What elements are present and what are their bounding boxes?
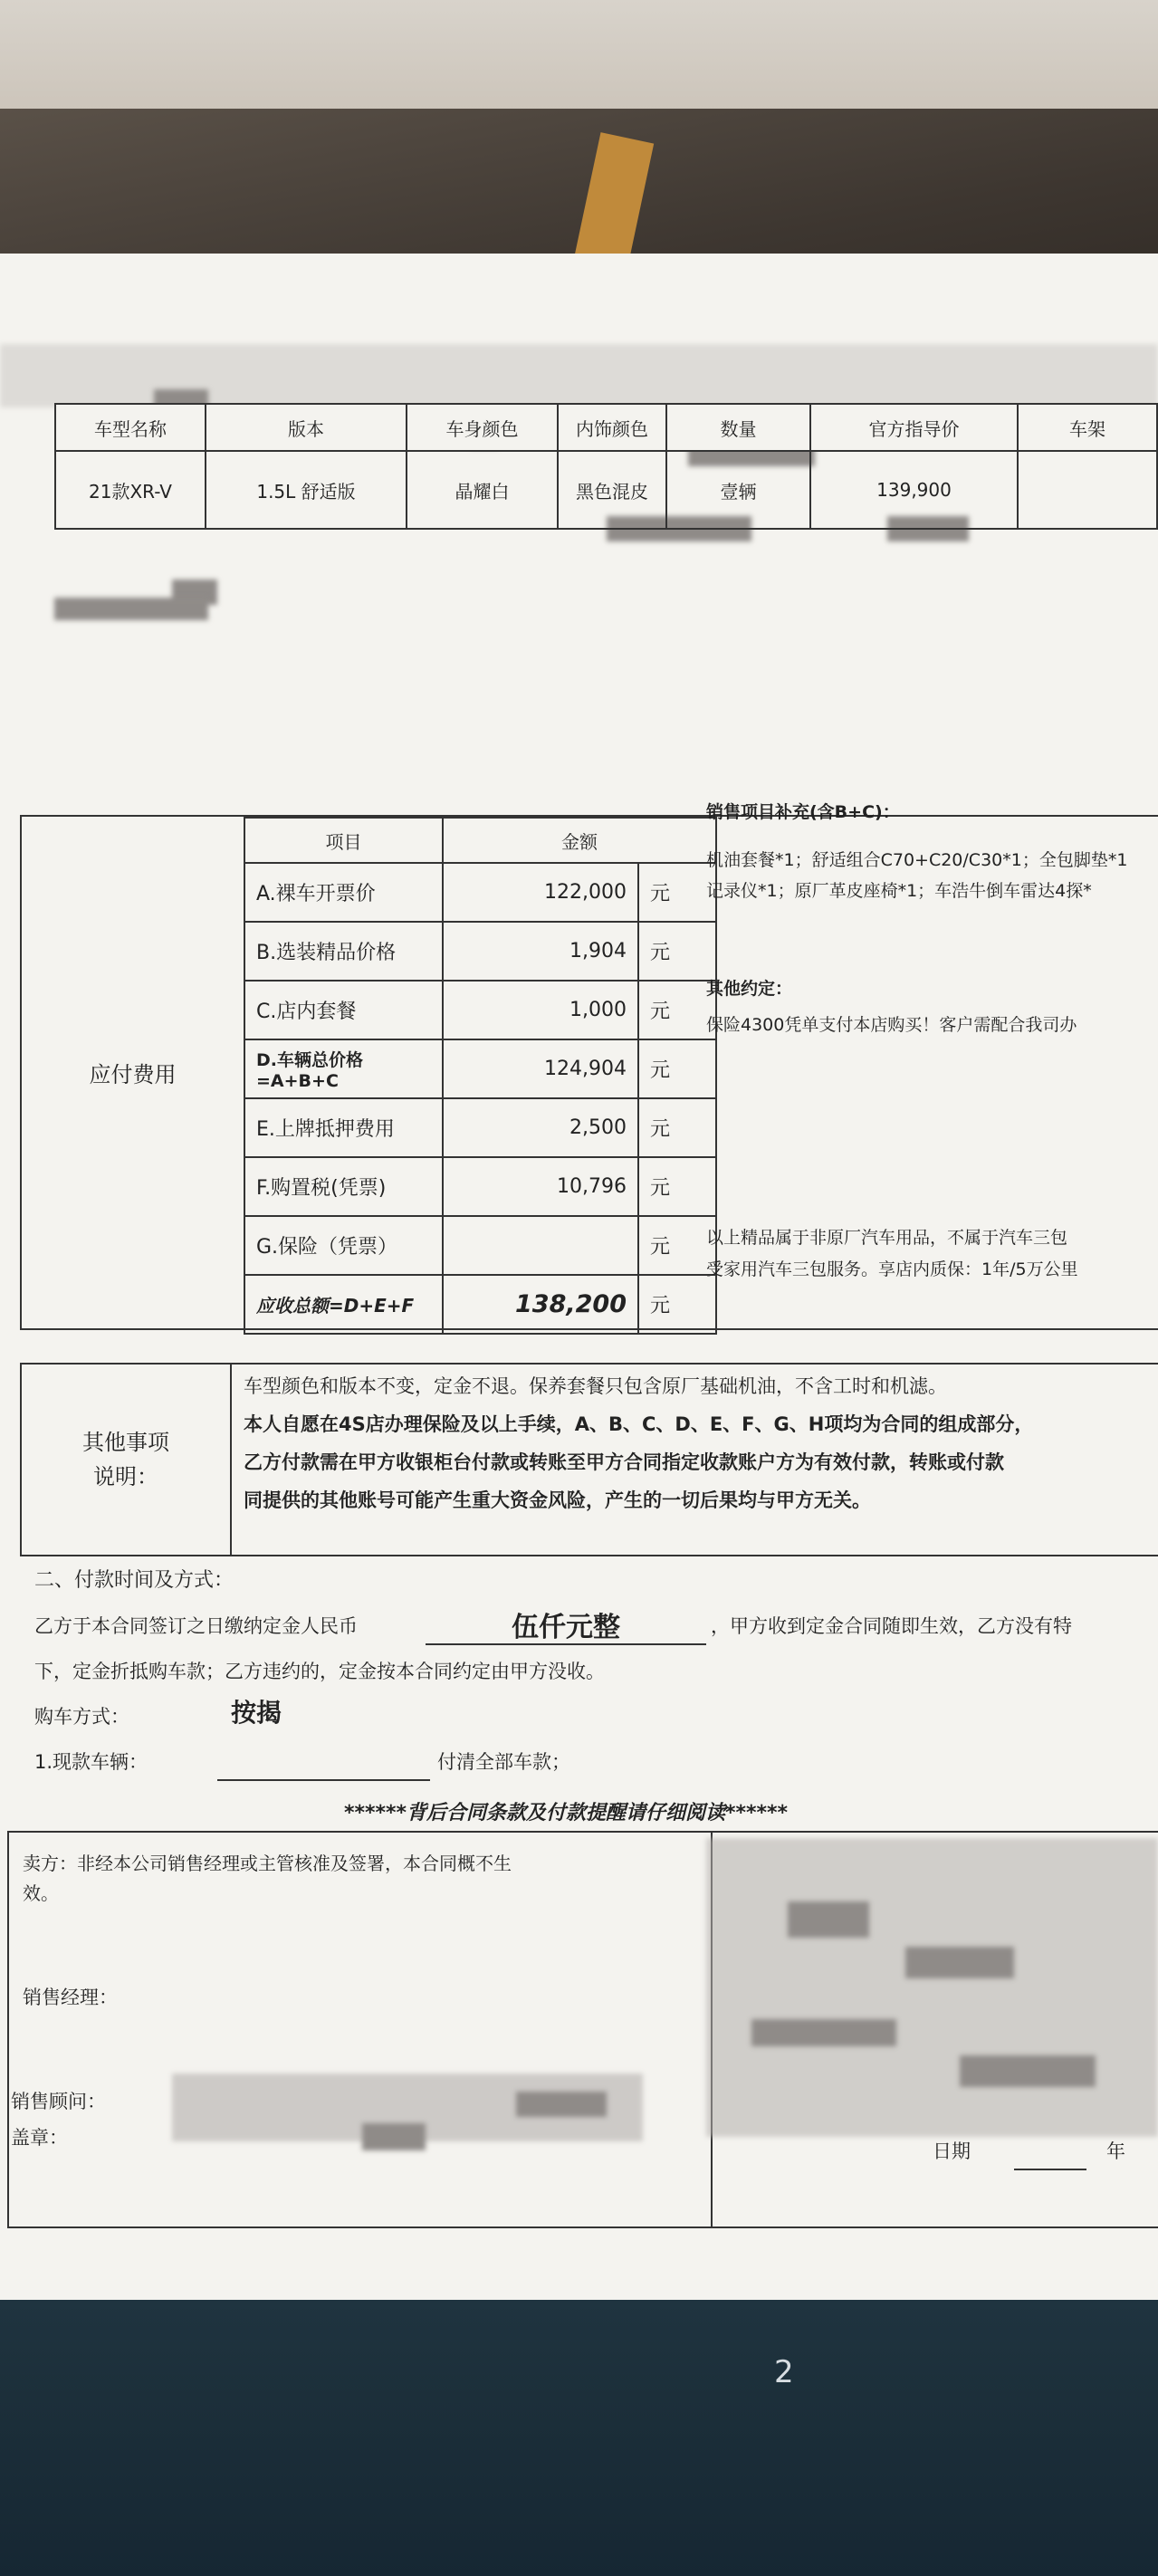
fee-section-label: 应付费用 [22, 817, 245, 1328]
cell-vin [1018, 451, 1157, 529]
payment-line2: 下，定金折抵购车款；乙方违约的，定金按本合同约定由甲方没收。 [34, 1661, 605, 1682]
col-quantity: 数量 [666, 404, 810, 451]
cash-underline [217, 1779, 430, 1781]
fee-item: B.选装精品价格 [244, 922, 443, 981]
fee-header-item: 项目 [244, 818, 443, 863]
fee-table [244, 817, 717, 1335]
redacted-block [960, 2055, 1096, 2087]
purchase-method-value: 按揭 [231, 1698, 282, 1728]
fee-amount-grand-total: 138,200 [443, 1275, 638, 1334]
warranty-line1: 以上精品属于非原厂汽车用品，不属于汽车三包 [706, 1228, 1068, 1248]
fee-amount: 2,500 [443, 1098, 638, 1157]
col-model: 车型名称 [55, 404, 206, 451]
fee-unit: 元 [638, 1275, 716, 1334]
redacted-block [362, 2123, 426, 2150]
fee-item-grand-total: 应收总额=D+E+F [244, 1275, 443, 1334]
sales-items-title: 销售项目补充(含B+C)： [706, 802, 900, 822]
col-msrp: 官方指导价 [810, 404, 1018, 451]
fee-item: C.店内套餐 [244, 981, 443, 1039]
col-body-color: 车身颜色 [407, 404, 558, 451]
fee-item: G.保险（凭票） [244, 1216, 443, 1275]
fee-unit: 元 [638, 1098, 716, 1157]
payment-heading: 二、付款时间及方式： [34, 1569, 234, 1592]
col-version: 版本 [206, 404, 407, 451]
fee-unit: 元 [638, 1039, 716, 1098]
date-label: 日期 [933, 2140, 971, 2162]
fee-amount: 1,000 [443, 981, 638, 1039]
cell-version: 1.5L 舒适版 [206, 451, 407, 529]
other-agreement-title: 其他约定： [706, 979, 793, 999]
redacted-block [905, 1947, 1014, 1978]
payment-line1-post: ，甲方收到定金合同随即生效，乙方没有特 [711, 1615, 1072, 1637]
deposit-amount: 伍仟元整 [512, 1612, 620, 1643]
notes-label [22, 1365, 232, 1555]
page-mark: 2 [774, 2354, 794, 2390]
notes-label-line1: 其他事项 [82, 1430, 169, 1455]
fee-header-amount: 金额 [443, 818, 716, 863]
payment-line1-pre: 乙方于本合同签订之日缴纳定金人民币 [34, 1615, 358, 1637]
fee-item-total-vehicle: D.车辆总价格=A+B+C [244, 1039, 443, 1098]
notes-line2: 本人自愿在4S店办理保险及以上手续，A、B、C、D、E、F、G、H项均为合同的组成部分， [244, 1413, 1034, 1435]
stamp-label: 盖章： [11, 2127, 68, 2149]
other-agreement-line: 保险4300凭单支付本店购买！客户需配合我司办 [706, 1015, 1077, 1035]
cell-body-color: 晶耀白 [407, 451, 558, 529]
redacted-block [788, 1901, 869, 1938]
fee-amount: 10,796 [443, 1157, 638, 1216]
fee-unit: 元 [638, 981, 716, 1039]
fee-amount [443, 1216, 638, 1275]
redacted-buyer-info [706, 1838, 1158, 2137]
fee-amount: 122,000 [443, 863, 638, 922]
seller-note-line1: 卖方：非经本公司销售经理或主管核准及签署，本合同概不生 [23, 1853, 512, 1874]
seller-note-line2: 效。 [23, 1882, 59, 1904]
notes-label-line2: 说明： [93, 1464, 158, 1489]
cell-model: 21款XR-V [55, 451, 206, 529]
fee-unit: 元 [638, 863, 716, 922]
notes-line1: 车型颜色和版本不变，定金不退。保养套餐只包含原厂基础机油，不含工时和机滤。 [244, 1375, 947, 1397]
col-vin: 车架 [1018, 404, 1157, 451]
sales-items-line2: 记录仪*1；原厂革皮座椅*1；车浩牛倒车雷达4探* [706, 881, 1092, 901]
cash-vehicle-post: 付清全部车款； [437, 1751, 570, 1773]
notes-line3: 乙方付款需在甲方收银柜台付款或转账至甲方合同指定收款账户方为有效付款，转账或付款 [244, 1451, 1004, 1473]
purchase-method-label: 购车方式： [34, 1706, 129, 1728]
contract-notice: ******背后合同条款及付款提醒请仔细阅读****** [344, 1802, 789, 1824]
fee-item: A.裸车开票价 [244, 863, 443, 922]
sales-items-line1: 机油套餐*1；舒适组合C70+C20/C30*1；全包脚垫*1 [706, 850, 1128, 870]
fee-item: F.购置税(凭票) [244, 1157, 443, 1216]
fee-amount: 1,904 [443, 922, 638, 981]
fee-item: E.上牌抵押费用 [244, 1098, 443, 1157]
fee-unit: 元 [638, 1157, 716, 1216]
notes-line4: 同提供的其他账号可能产生重大资金风险，产生的一切后果均与甲方无关。 [244, 1489, 871, 1511]
fee-amount: 124,904 [443, 1039, 638, 1098]
cell-interior-color: 黑色混皮 [558, 451, 666, 529]
fee-unit: 元 [638, 922, 716, 981]
vehicle-table [54, 403, 1158, 530]
sales-consultant-label: 销售顾问： [11, 2091, 106, 2112]
date-underline [1014, 2169, 1086, 2170]
cash-vehicle-label: 1.现款车辆： [34, 1751, 148, 1773]
sales-manager-label: 销售经理： [23, 1987, 118, 2008]
cell-msrp: 139,900 [810, 451, 1018, 529]
year-label: 年 [1106, 2140, 1125, 2162]
warranty-line2: 受家用汽车三包服务。享店内质保：1年/5万公里 [706, 1259, 1078, 1279]
cell-quantity: 壹辆 [666, 451, 810, 529]
redacted-block [54, 598, 208, 620]
deposit-underline [426, 1643, 706, 1645]
redacted-block [516, 2092, 607, 2117]
col-interior-color: 内饰颜色 [558, 404, 666, 451]
notes-section [20, 1363, 1158, 1556]
redacted-block [751, 2019, 896, 2046]
fee-unit: 元 [638, 1216, 716, 1275]
